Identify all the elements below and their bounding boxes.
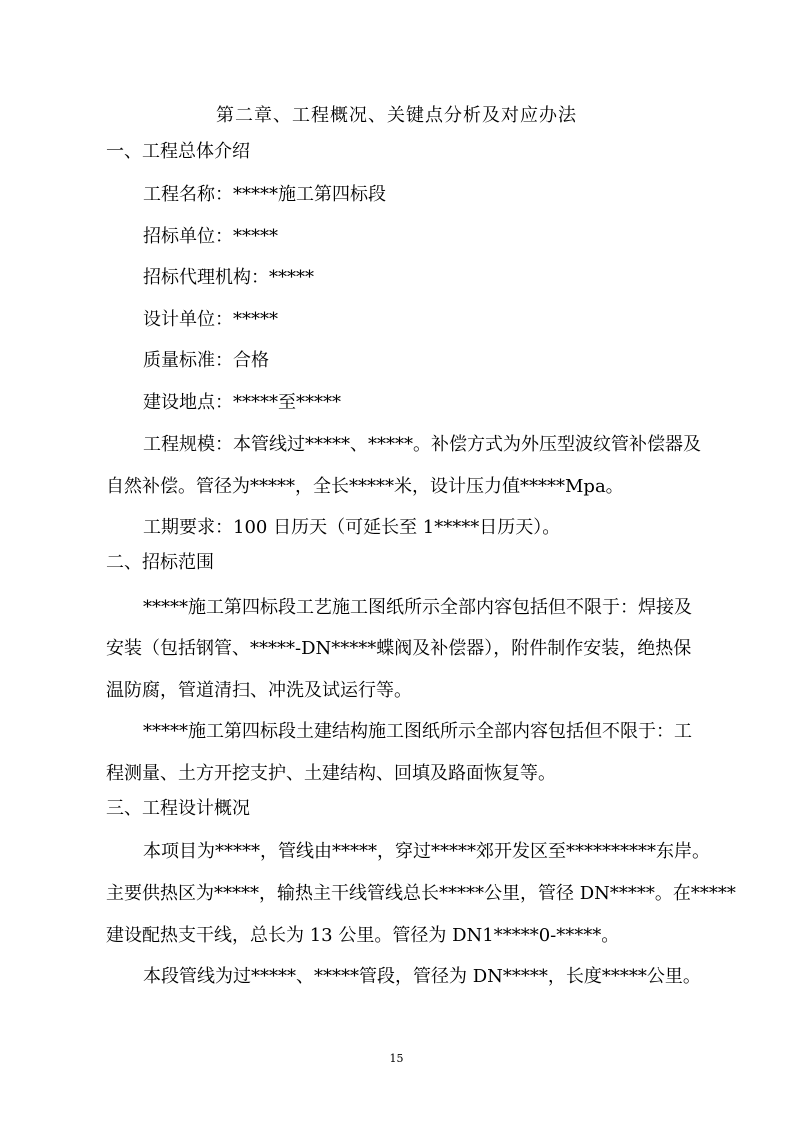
design-para-1-line-1: 本项目为*****，管线由*****，穿过*****郊开发区至**********东岸。 [143,841,710,862]
scale-line-1: 工程规模：本管线过*****、*****。补偿方式为外压型波纹管补偿器及 [143,434,701,455]
tender-unit-line: 招标单位：***** [143,226,278,247]
scope-para-2-line-2: 程测量、土方开挖支护、土建结构、回填及路面恢复等。 [106,763,556,784]
agency-line: 招标代理机构：***** [143,267,314,288]
design-para-2-line-1: 本段管线为过*****、*****管段，管径为 DN*****，长度*****公里。 [143,966,701,987]
duration-line: 工期要求：100 日历天（可延长至 1*****日历天）。 [143,517,561,538]
design-para-1-line-2: 主要供热区为*****，输热主干线管线总长*****公里，管径 DN*****。在***** [106,883,736,904]
section-heading-1: 一、工程总体介绍 [106,141,250,162]
design-para-1-line-3: 建设配热支干线，总长为 13 公里。管径为 DN1*****0-*****。 [106,925,620,946]
scale-line-2: 自然补偿。管径为*****，全长*****米，设计压力值*****Mpa。 [106,476,624,497]
chapter-title: 第二章、工程概况、关键点分析及对应办法 [216,105,577,126]
scope-para-2-line-1: *****施工第四标段土建结构施工图纸所示全部内容包括但不限于：工 [143,721,692,742]
scope-para-1-line-1: *****施工第四标段工艺施工图纸所示全部内容包括但不限于：焊接及 [143,597,692,618]
location-line: 建设地点：*****至***** [143,392,341,413]
page-number: 15 [389,1052,404,1065]
section-heading-3: 三、工程设计概况 [106,798,250,819]
section-heading-2: 二、招标范围 [106,552,214,573]
project-name-line: 工程名称：*****施工第四标段 [143,184,386,205]
scope-para-1-line-2: 安装（包括钢管、*****-DN*****蝶阀及补偿器），附件制作安装，绝热保 [106,638,692,659]
design-unit-line: 设计单位：***** [143,309,278,330]
scope-para-1-line-3: 温防腐，管道清扫、冲洗及试运行等。 [106,680,412,701]
quality-standard-line: 质量标准：合格 [143,350,269,371]
